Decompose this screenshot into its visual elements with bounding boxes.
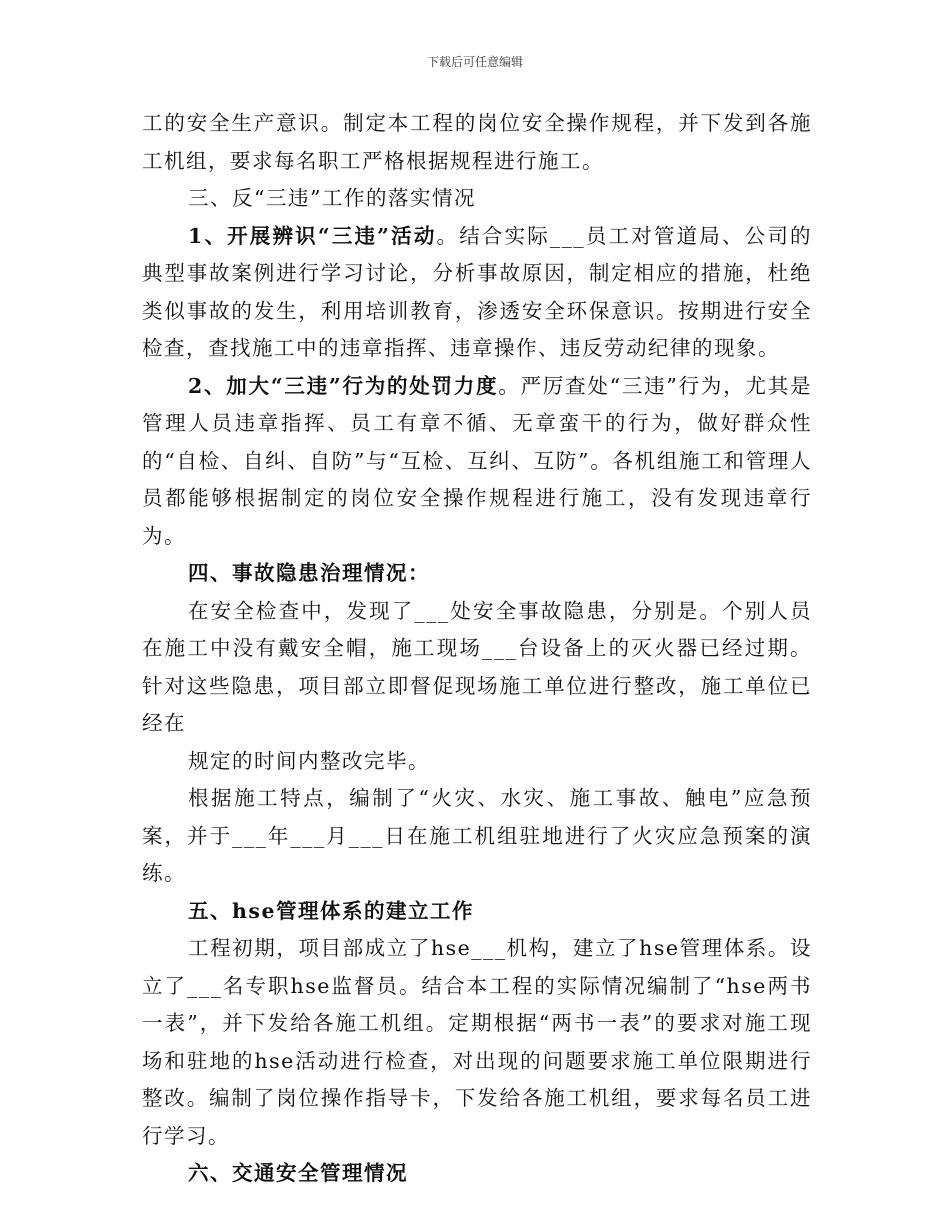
section-heading-3: 三、反“三违”工作的落实情况 xyxy=(188,186,476,210)
section-heading-5: 五、hse管理体系的建立工作 xyxy=(188,898,474,923)
subheading-1: 1、开展辨识“三违”活动 xyxy=(188,223,437,248)
page-header: 下载后可任意编辑 xyxy=(426,55,523,69)
paragraph-hazards: 在安全检查中，发现了___处安全事故隐患，分别是。个别人员在施工中没有戴安全帽，施工现场___台设备上的灭火器已经过期。针对这些隐患，项目部立即督促现场施工单位进行整改，施工单位已经在 xyxy=(142,598,812,735)
paragraph-identify-violations xyxy=(142,218,812,368)
paragraph-penalty xyxy=(142,368,812,556)
document-body xyxy=(142,105,812,1193)
paragraph-hse-system: 工程初期，项目部成立了hse___机构，建立了hse管理体系。设立了___名专职hse监督员。结合本工程的实际情况编制了“hse两书一表”，并下发给各施工机组。定期根据“两书一表”的要求对施工现场和驻地的hse活动进行检查，对出现的问题要求施工单位限期进行整改。编制了岗位操作指导卡，下发给各施工机组，要求每名员工进行学习。 xyxy=(142,936,812,1148)
paragraph-text: 。严厉查处“三违”行为，尤其是管理人员违章指挥、员工有章不循、无章蛮干的行为，做好群众性的“自检、自纠、自防”与“互检、互纠、互防”。各机组施工和管理人员都能够根据制定的岗位安全操作规程进行施工，没有发现违章行为。 xyxy=(142,373,812,548)
paragraph-rectified: 规定的时间内整改完毕。 xyxy=(188,748,430,773)
section-heading-4: 四、事故隐患治理情况： xyxy=(188,561,430,585)
paragraph-text: 。结合实际___员工对管道局、公司的典型事故案例进行学习讨论，分析事故原因，制定相应的措施，杜绝类似事故的发生，利用培训教育，渗透安全环保意识。按期进行安全检查，查找施工中的违章指挥、违章操作、违反劳动纪律的现象。 xyxy=(142,223,812,360)
paragraph-emergency-plan: 根据施工特点，编制了“火灾、水灾、施工事故、触电”应急预案，并于___年___月___日在施工机组驻地进行了火灾应急预案的演练。 xyxy=(142,786,812,885)
paragraph-continuation: 工的安全生产意识。制定本工程的岗位安全操作规程，并下发到各施工机组，要求每名职工严格根据规程进行施工。 xyxy=(142,111,812,173)
subheading-2: 2、加大“三违”行为的处罚力度 xyxy=(188,373,499,398)
section-heading-6: 六、交通安全管理情况 xyxy=(188,1161,408,1185)
